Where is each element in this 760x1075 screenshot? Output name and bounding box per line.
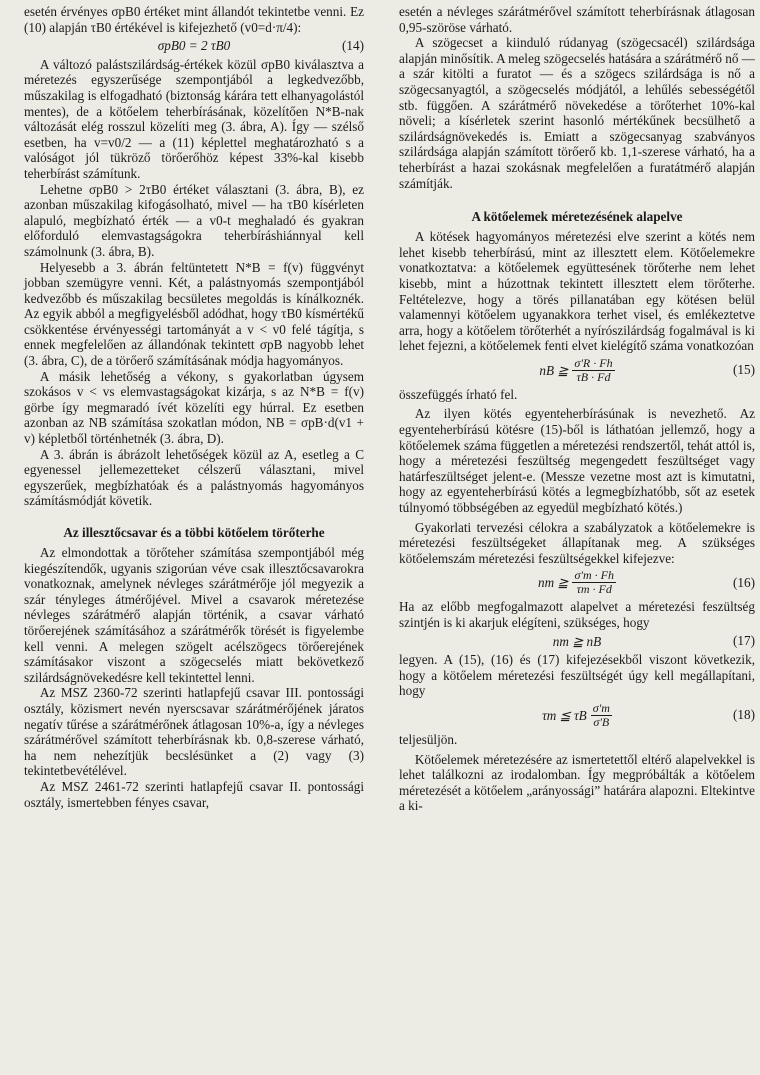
paragraph: A másik lehetőség a vékony, s gyakorlatban úgysem szokásos v < vs elemvastagságokat kizárja, s az N*B = f(v) görbe így megmaradó ívét közelíti egy húrral. Ez esetben azonban az NB számítása szokatlan módon, NB = σpB·d(v1 + v) képletből történhetnék (3. ábra, D). — [24, 368, 364, 447]
paragraph: Lehetne σpB0 > 2τB0 értéket választani (3. ábra, B), ez azonban műszakilag kifogásolható, mivel — ha τB0 kísérleten alapuló, megbízható érték — a v0-t meghaladó és gyakran előforduló elemvastagságokra teherbíráshiánnyal kell számolnunk (3. ábra, B). — [24, 181, 364, 259]
paragraph: Kötőelemek méretezésére az ismertetettől eltérő alapelvekkel is lehet találkozni az irodalomban. Így megpróbálták a kötőelem méretezését a kötőelem „arányossági” határára alapozni. Eltekintve a ki- — [399, 751, 755, 814]
paragraph: összefüggés írható fel. — [399, 386, 518, 402]
equation-expression: nm ≧ nB — [552, 633, 602, 649]
paragraph: Gyakorlati tervezési célokra a szabályzatok a kötőelemekre is méretezési feszültségeket állapítanak meg. A szükséges kötőelemszám méretezési feszültségekkel kifejezve: — [399, 519, 755, 566]
equation-number: (17) — [733, 633, 755, 649]
equation-expression: σpB0 = 2 τB0 — [157, 38, 231, 54]
paragraph: legyen. A (15), (16) és (17) kifejezésekből viszont következik, hogy a kötőelem méretezési feszültségét úgy kell megállapítani, hogy — [399, 652, 755, 699]
left-column — [24, 4, 364, 810]
paragraph: A változó palástszilárdság-értékek közül σpB0 kiválasztva a méretezés egyszerűsége szempontjából a legkedvezőbb, műszakilag is elfogadható (biztonság kárára tett elhanyagolástól mentes), de a kötőelem teherbírásának, közelítően N*B-nak változását elég rosszul közelíti meg (3. ábra, A). Így — szélső esetben, ha v=v0/2 — a (11) képlettel meghatározható s a valóságot jól tükröző törőerőhöz képest 33%-kal kisebb teherbírást számítunk. — [24, 56, 364, 181]
paragraph: A szögecset a kiinduló rúdanyag (szögecsacél) szilárdsága alapján minősítik. A meleg szögecselés hatására a szárátmérő nő — a szár kitölti a furatot — és a szögecs szilárdsága is nő a szögecsanyagtól, a szögecselés módjától, a lehűlés sebességétől stb. függően. A szárátmérő növekedése a törőterhet 10%-kal növeli; a kísérletek szerint hasonló mértékűnek becsülhető a szilárdságnövekedés is. Emiatt a szögecsanyag szabványos szilárdsága alapján számított törőerő kb. 1,1-szerese várható, ha a teherbírást a hazai szokásnak megfelelően a furatátmérő alapján számítják. — [399, 35, 755, 191]
equation-fraction — [591, 702, 612, 729]
equation-16 — [399, 566, 755, 599]
equation-lhs: nm ≧ — [538, 575, 569, 591]
equation-number: (18) — [733, 707, 755, 723]
fraction-denominator: τB · Fd — [576, 369, 611, 384]
equation-18 — [399, 699, 755, 732]
right-column — [399, 4, 755, 814]
paragraph: A kötések hagyományos méretezési elve szerint a kötés nem lehet kisebb teherbírású, mint az illesztett elem. Kötőelemekre vonatkoztatva: a kötőelemek együttesének törőterhe nem lehet kisebb, mint a húzottnak tekintett illesztett elem törőterhe. Feltételezve, hogy a törés pillanatában egy kötésen belül valamennyi kötőelem ugyanakkora terhet visel, és emlékeztetve arra, hogy a kötőelem törőterhét a nyírószilárdság fogalmával is ki lehet fejezni, a kötőelemek fenti elvet kielégítő száma vonatkozóan — [399, 229, 755, 354]
equation-number: (15) — [733, 362, 755, 378]
paragraph: esetén érvényes σpB0 értéket mint állandót tekintetbe venni. Ez (10) alapján τB0 értékével is kifejezhető (v0=d·π/4): — [24, 4, 364, 35]
paragraph: Az MSZ 2461-72 szerinti hatlapfejű csavar II. pontossági osztály, ismertebben fényes csavar, — [24, 778, 364, 810]
paragraph: A 3. ábrán is ábrázolt lehetőségek közül az A, esetleg a C egyenessel jellemezetteket célszerű választani, mivel egyszerűek, megbízhatóak és a palástnyomás hagyományos számításmódját követik. — [24, 446, 364, 509]
fraction-numerator: σ'm · Fh — [574, 568, 614, 583]
fraction-numerator: σ'm — [592, 700, 610, 715]
equation-fraction — [572, 357, 614, 384]
paragraph: Az ilyen kötés egyenteherbírásúnak is nevezhető. Az egyenteherbírású kötésre (15)-ből is láthatóan jellemző, hogy a kötőelemek száma független a méretezési rendszertől, tehát attól is, hogy a méretezési feszültség megengedett feszültséget vagy határfeszültséget jelent-e. (Messze vezetne most azt is kimutatni, hogy az egyenteherbírású kötés a legmegbízhatóbb, sőt az esetek túlnyomó többségében az egyedül megbízható kötés.) — [399, 406, 755, 516]
section-heading: Az illesztőcsavar és a többi kötőelem törőterhe — [63, 525, 325, 540]
equation-14 — [24, 35, 364, 57]
fraction-denominator: σ'B — [593, 714, 610, 729]
equation-number: (16) — [733, 575, 755, 591]
equation-17 — [399, 631, 755, 653]
fraction-denominator: τm · Fd — [576, 582, 612, 597]
equation-fraction — [572, 569, 615, 596]
paragraph: esetén a névleges szárátmérővel számított teherbírásnak átlagosan 0,95-szöröse várható. — [399, 4, 755, 35]
paragraph: Helyesebb a 3. ábrán feltüntetett N*B = f(v) függvényt jobban szemügyre venni. Két, a palástnyomás szempontjából kedvezőbb és műszakilag becsületes megoldás is kínálkoznék. Az egyik abból a megfigyelésből adódhat, hogy τB0 kísmértékű csökkentése érvényességi tartományát a v < v0 felé tágítja, s ennek megfelelően az állandónak tekintett σpB nagyobb lehet (3. ábra, C), de a törőerő számításának módja hagyományos. — [24, 259, 364, 369]
equation-lhs: τm ≦ τB — [542, 707, 587, 723]
paragraph: Ha az előbb megfogalmazott alapelvet a méretezési feszültség szintjén is ki akarjuk elégíteni, szükséges, hogy — [399, 599, 755, 630]
paragraph: Az MSZ 2360-72 szerinti hatlapfejű csavar III. pontossági osztály, közismert nevén nyerscsavar szárátmérőjének járatos negatív tűrése a szárátmérőnek átlagosan 10%-a, így a névleges szárátmérővel számított teherbírásnak kb. 0,8-szerese várható, ha nem nehezítjük becslésünket a (2) vagy (3) tekintetbevétélével. — [24, 685, 364, 779]
fraction-numerator: σ'R · Fh — [574, 355, 613, 370]
paragraph: teljesüljön. — [399, 731, 458, 747]
section-heading: A kötőelemek méretezésének alapelve — [471, 209, 683, 225]
equation-15 — [399, 354, 755, 387]
paragraph: Az elmondottak a törőteher számítása szempontjából még kiegészítendők, ugyanis szigorúan véve csak illesztőcsavarokra vonatkoznak, amelynek névleges szárátmérője jól megyezik a szár tényleges átmérőjével. Mivel a csavarok méretezése névleges szárátmérő alapján történik, a csavar várható törőerejének számításához a szárátmérők törését is figyelembe kell venni. A melegen szögelt acélszögecs törőerejének számításakor viszont a szögecselés miatt bekövetkező szilárdságnövekedésre kell tekintettel lenni. — [24, 545, 364, 685]
equation-number: (14) — [342, 38, 364, 54]
equation-lhs: nB ≧ — [539, 362, 569, 378]
